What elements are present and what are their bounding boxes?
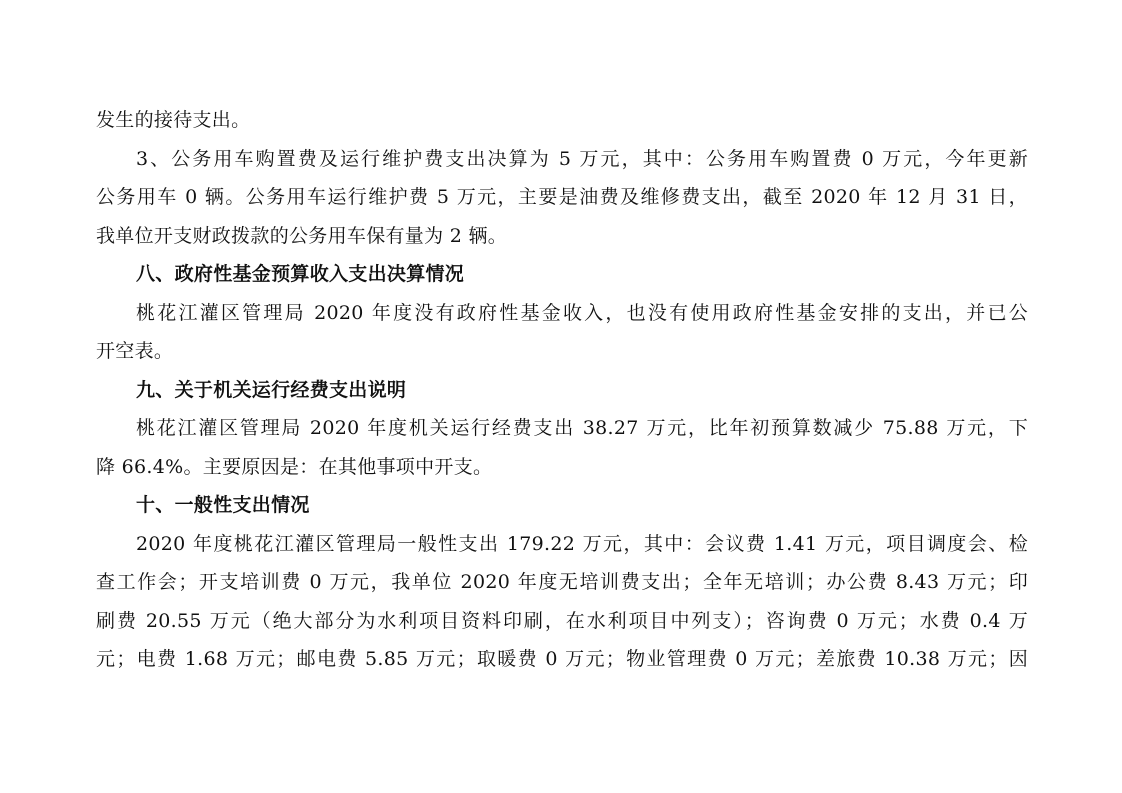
section-heading-10: 十、一般性支出情况 [136,494,310,516]
paragraph-line: 发生的接待支出。 [96,109,251,131]
paragraph-line: 我单位开支财政拨款的公务用车保有量为 2 辆。 [96,224,508,247]
paragraph-line: 桃花江灌区管理局 2020 年度机关运行经费支出 38.27 万元，比年初预算数减少 75.88 万元，下 [136,417,1028,439]
paragraph-line: 公务用车 0 辆。公务用车运行维护费 5 万元，主要是油费及维修费支出，截至 2020 年 12 月 31 日， [96,186,1028,208]
paragraph-line: 刷费 20.55 万元（绝大部分为水利项目资料印刷，在水利项目中列支）；咨询费 0 万元；水费 0.4 万 [96,609,1028,632]
paragraph-line: 元；电费 1.68 万元；邮电费 5.85 万元；取暖费 0 万元；物业管理费 0 万元；差旅费 10.38 万元；因 [96,648,1028,670]
paragraph-line: 降 66.4%。主要原因是：在其他事项中开支。 [96,455,493,478]
paragraph-line: 2020 年度桃花江灌区管理局一般性支出 179.22 万元，其中：会议费 1.41 万元，项目调度会、检 [136,532,1028,555]
paragraph-line: 查工作会；开支培训费 0 万元，我单位 2020 年度无培训费支出；全年无培训；办公费 8.43 万元；印 [96,571,1028,593]
paragraph-line: 桃花江灌区管理局 2020 年度没有政府性基金收入，也没有使用政府性基金安排的支出，并已公 [136,301,1028,324]
paragraph-line: 开空表。 [96,340,174,362]
section-heading-8: 八、政府性基金预算收入支出决算情况 [136,263,465,285]
paragraph-line: 3、公务用车购置费及运行维护费支出决算为 5 万元，其中：公务用车购置费 0 万元，今年更新 [136,147,1028,170]
section-heading-9: 九、关于机关运行经费支出说明 [136,378,407,401]
document-page [96,101,1028,679]
